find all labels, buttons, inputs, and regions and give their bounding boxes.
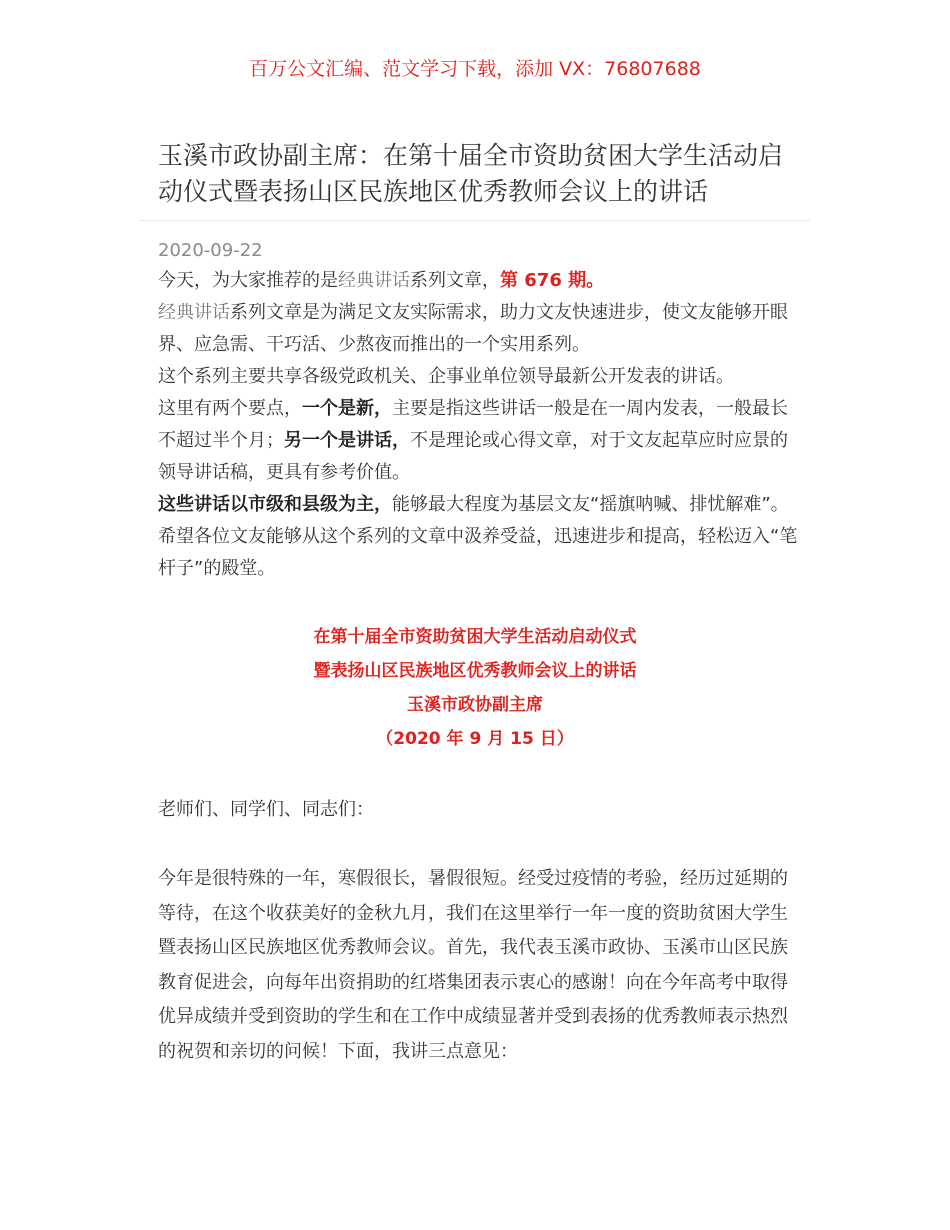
article-title: 玉溪市政协副主席：在第十届全市资助贫困大学生活动启动仪式暨表扬山区民族地区优秀教师会议上的讲话 — [158, 141, 784, 206]
key-point: 这些讲话以市级和县级为主， — [158, 494, 392, 515]
series-name: 经典讲话 — [338, 270, 410, 291]
speech-paragraph: 今年是很特殊的一年，寒假很长，暑假很短。经受过疫情的考验，经历过延期的等待，在这个收获美好的金秋九月，我们在这里举行一年一度的资助贫困大学生暨表扬山区民族地区优秀教师会议。首先，我代表玉溪市政协、玉溪市山区民族教育促进会，向每年出资捐助的红塔集团表示衷心的感谢！向在今年高考中取得优异成绩并受到资助的学生和在工作中成绩显著并受到表扬的优秀教师表示热烈的祝贺和亲切的问候！下面，我讲三点意见： — [158, 868, 788, 1062]
series-intro — [158, 265, 798, 585]
publish-date: 2020-09-22 — [158, 240, 263, 261]
intro-text: 今天，为大家推荐的是 — [158, 270, 338, 291]
intro-text: 系列文章， — [410, 270, 500, 291]
intro-text: 能够最大程度为基层文友“摇旗呐喊、排忧解难”。希望各位文友能够从这个系列的文章中汲养受益，迅速进步和提高，轻松迈入“笔杆子”的殿堂。 — [158, 494, 798, 579]
intro-text: 这里有两个要点， — [158, 398, 302, 419]
intro-paragraph — [158, 393, 798, 489]
promo-banner: 百万公文汇编、范文学习下载，添加 VX：76807688 — [249, 58, 701, 80]
key-point: 一个是新， — [302, 398, 392, 419]
speech-date: （2020 年 9 月 15 日） — [376, 729, 574, 749]
intro-text: 不是理论或心得文章，对于文友起草应时应景的领导讲话稿，更具有参考价值。 — [158, 430, 788, 483]
speech-heading — [0, 620, 950, 756]
intro-text: 主要是指这些讲话一般是在一周内发表，一般最长不超过半个月； — [158, 398, 788, 451]
intro-paragraph: 这个系列主要共享各级党政机关、企事业单位领导最新公开发表的讲话。 — [158, 366, 734, 387]
intro-paragraph — [158, 265, 798, 297]
series-name: 经典讲话 — [158, 302, 230, 323]
speaker: 玉溪市政协副主席 — [407, 695, 543, 715]
intro-text: 系列文章是为满足文友实际需求，助力文友快速进步，使文友能够开眼界、应急需、干巧活、少熬夜而推出的一个实用系列。 — [158, 302, 788, 355]
salutation: 老师们、同学们、同志们： — [158, 799, 374, 820]
issue-number: 第 676 期。 — [500, 270, 605, 291]
intro-paragraph — [158, 297, 798, 361]
intro-paragraph — [158, 489, 798, 585]
speech-title-line: 在第十届全市资助贫困大学生活动启动仪式 — [313, 627, 637, 647]
title-divider — [140, 220, 810, 221]
key-point: 另一个是讲话， — [284, 430, 410, 451]
speech-title-line: 暨表扬山区民族地区优秀教师会议上的讲话 — [313, 661, 637, 681]
